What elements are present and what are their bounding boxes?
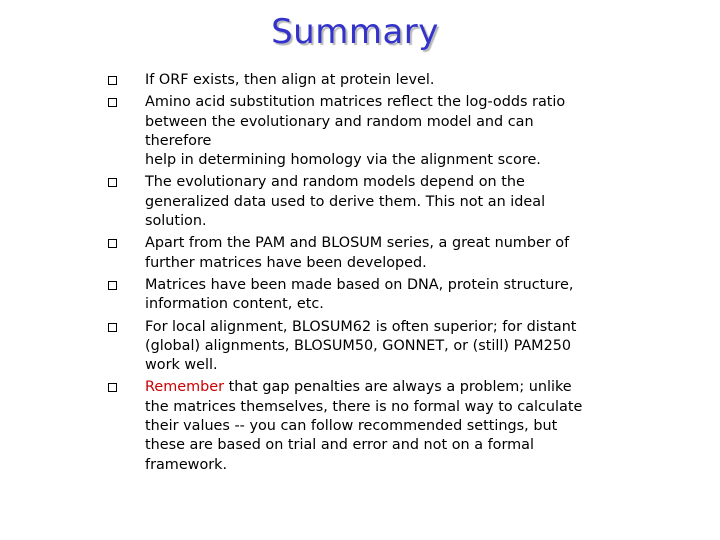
bullet-text: If ORF exists, then align at protein level.: [145, 72, 435, 88]
bullet-item: [108, 93, 588, 170]
bullet-item: [108, 71, 588, 90]
slide-title: Summary: [271, 12, 439, 52]
checkbox-square-icon: [108, 239, 118, 249]
checkbox-square-icon: [108, 76, 118, 86]
bullet-text: Matrices have been made based on DNA, protein structure, information content, etc.: [145, 276, 574, 313]
checkbox-square-icon: [108, 98, 118, 108]
checkbox-square-icon: [108, 178, 118, 188]
checkbox-square-icon: [108, 323, 118, 333]
bullet-item: [108, 234, 588, 273]
bullet-list: [108, 71, 588, 478]
checkbox-square-icon: [108, 281, 118, 291]
highlight-word: Remember: [145, 379, 225, 396]
bullet-text: For local alignment, BLOSUM62 is often superior; for distant (global) alignments, BLOSUM50, GONNET, or (still) PAM250 work well.: [145, 318, 577, 374]
bullet-text: Amino acid substitution matrices reflect the log-odds ratio between the evolutionary and random model and can therefore help in determining homology via the alignment score.: [145, 94, 566, 169]
bullet-text: The evolutionary and random models depend on the generalized data used to derive them. This not an ideal solution.: [145, 174, 546, 230]
bullet-text: that gap penalties are always a problem; unlike the matrices themselves, there is no formal way to calculate their values -- you can follow recommended settings, but these are based on trial and error and not on a formal framework.: [145, 379, 583, 473]
bullet-text: Apart from the PAM and BLOSUM series, a great number of further matrices have been developed.: [145, 235, 570, 271]
checkbox-square-icon: [108, 383, 118, 393]
bullet-item: [108, 378, 588, 474]
bullet-item: [108, 276, 588, 315]
bullet-item: [108, 173, 588, 231]
bullet-item: [108, 318, 588, 376]
